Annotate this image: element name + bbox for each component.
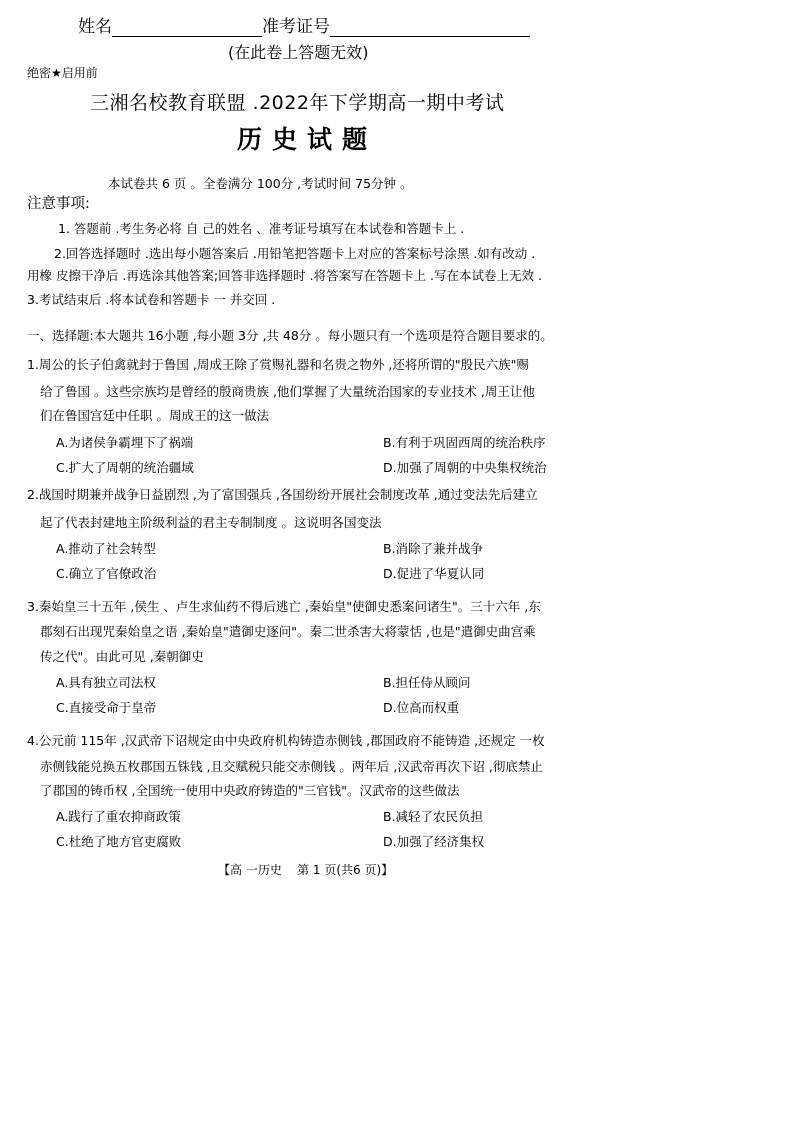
option-b[interactable]: B.担任侍从顾问	[383, 675, 471, 690]
confidential-mark: 绝密★启用前	[27, 66, 98, 80]
question-stem-line: 起了代表封建地主阶级利益的君主专制制度 。这说明各国变法	[40, 515, 382, 530]
question-stem-line: 4.公元前 115年 ,汉武帝下诏规定由中央政府机构铸造赤侧钱 ,郡国政府不能铸造 ,还规定 一枚	[27, 733, 545, 748]
question-stem-line: 2.战国时期兼并战争日益剧烈 ,为了富国强兵 ,各国纷纷开展社会制度改革 ,通过变法先后建立	[27, 487, 538, 502]
note-item-2: 2.回答选择题时 .选出每小题答案后 .用铅笔把答题卡上对应的答案标号涂黑 .如有改动 .	[54, 246, 536, 261]
question-stem-line: 1.周公的长子伯禽就封于鲁国 ,周成王除了赏赐礼器和名贵之物外 ,还将所谓的"殷民六族"赐	[27, 357, 529, 372]
exam-title: 三湘名校教育联盟 .2022年下学期高一期中考试	[90, 92, 505, 114]
option-c[interactable]: C.直接受命于皇帝	[56, 700, 157, 715]
invalid-note: (在此卷上答题无效)	[228, 43, 369, 62]
option-a[interactable]: A.推动了社会转型	[56, 541, 156, 556]
section-heading: 一、选择题:本大题共 16小题 ,每小题 3分 ,共 48分 。每小题只有一个选项是符合题目要求的。	[27, 328, 553, 343]
name-blank[interactable]	[112, 18, 262, 37]
exam-id-blank[interactable]	[330, 18, 530, 37]
candidate-info-row	[78, 12, 530, 37]
note-item-3: 3.考试结束后 .将本试卷和答题卡 一 并交回 .	[27, 292, 276, 307]
question-stem-line: 给了鲁国 。这些宗族均是曾经的殷商贵族 ,他们掌握了大量统治国家的专业技术 ,周王让他	[40, 384, 535, 399]
question-stem-line: 们在鲁国宫廷中任职 。周成王的这一做法	[40, 408, 269, 423]
option-b[interactable]: B.有利于巩固西周的统治秩序	[383, 435, 546, 450]
option-c[interactable]: C.杜绝了地方官吏腐败	[56, 834, 182, 849]
name-label: 姓名	[78, 17, 112, 37]
question-stem-line: 3.秦始皇三十五年 ,侯生 、卢生求仙药不得后逃亡 ,秦始皇"使御史悉案问诸生"。三十六年 ,东	[27, 599, 541, 614]
exam-id-label: 准考证号	[262, 17, 330, 37]
page-footer: 【高 一历史 第 1 页(共6 页)】	[218, 863, 394, 877]
option-c[interactable]: C.确立了官僚政治	[56, 566, 157, 581]
option-b[interactable]: B.减轻了农民负担	[383, 809, 484, 824]
question-stem-line: 传之代"。由此可见 ,秦朝御史	[40, 649, 204, 664]
option-d[interactable]: D.加强了周朝的中央集权统治	[383, 460, 547, 475]
note-item-1: 1. 答题前 .考生务必将 自 己的姓名 、准考证号填写在本试卷和答题卡上 .	[58, 221, 465, 236]
question-stem-line: 郡刻石出现咒秦始皇之语 ,秦始皇"遣御史逐问"。秦二世杀害大将蒙恬 ,也是"遣御史曲宫乘	[40, 624, 536, 639]
paper-info: 本试卷共 6 页 。全卷满分 100分 ,考试时间 75分钟 。	[108, 176, 413, 191]
question-stem-line: 了郡国的铸币权 ,全国统一使用中央政府铸造的"三官钱"。汉武帝的这些做法	[40, 783, 460, 798]
option-d[interactable]: D.加强了经济集权	[383, 834, 485, 849]
option-b[interactable]: B.消除了兼并战争	[383, 541, 484, 556]
option-a[interactable]: A.践行了重农抑商政策	[56, 809, 181, 824]
note-item-2-continued: 用橡 皮擦干净后 .再选涂其他答案;回答非选择题时 .将答案写在答题卡上 .写在本试卷上无效 .	[27, 268, 542, 283]
option-d[interactable]: D.促进了华夏认同	[383, 566, 485, 581]
question-stem-line: 赤侧钱能兑换五枚郡国五铢钱 ,且交赋税只能交赤侧钱 。两年后 ,汉武帝再次下诏 ,彻底禁止	[40, 759, 543, 774]
option-d[interactable]: D.位高而权重	[383, 700, 460, 715]
notes-heading: 注意事项:	[27, 196, 90, 212]
subject-title: 历史试题	[237, 125, 378, 154]
option-c[interactable]: C.扩大了周朝的统治疆域	[56, 460, 194, 475]
option-a[interactable]: A.为诸侯争霸埋下了祸端	[56, 435, 194, 450]
option-a[interactable]: A.具有独立司法权	[56, 675, 156, 690]
